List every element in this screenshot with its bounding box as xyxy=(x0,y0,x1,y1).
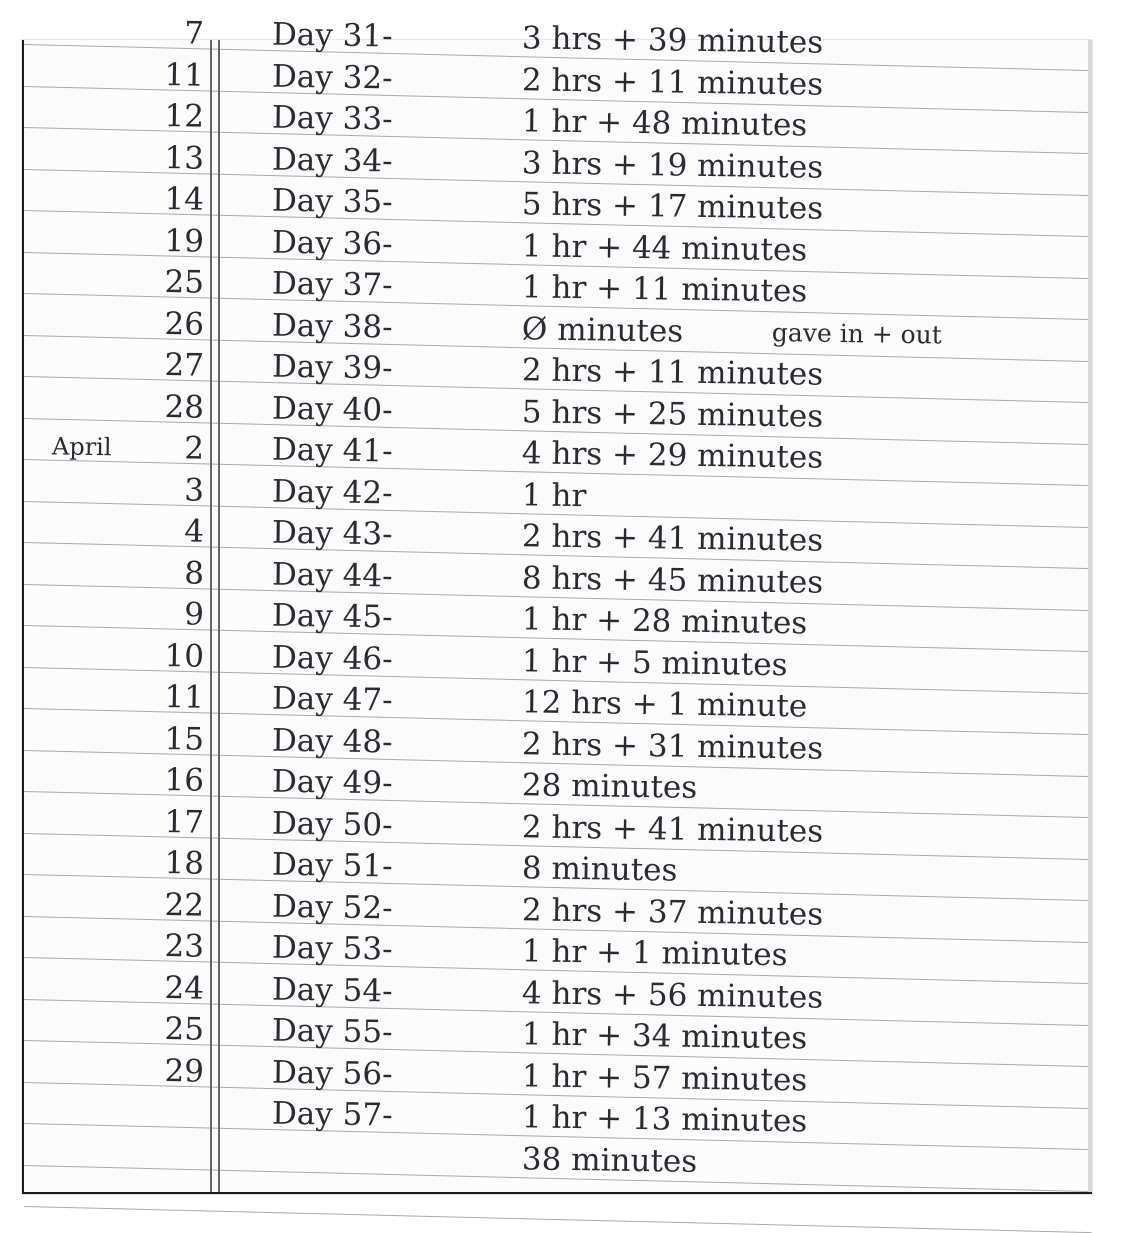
log-entry-row xyxy=(24,512,1092,562)
day-label: Day 32- xyxy=(271,58,393,96)
day-label: Day 48- xyxy=(271,722,393,760)
day-label: Day 38- xyxy=(271,307,393,345)
log-entry-row xyxy=(24,761,1092,811)
log-entry-row xyxy=(24,346,1092,396)
date-label: 11 xyxy=(164,679,205,716)
log-entry-row xyxy=(24,1093,1092,1143)
duration-label: 1 hr + 57 minutes xyxy=(521,1057,808,1098)
notebook-page xyxy=(22,15,1092,1194)
duration-label: 8 minutes xyxy=(521,850,678,889)
log-entry-row xyxy=(24,180,1092,230)
duration-label: 3 hrs + 19 minutes xyxy=(521,144,824,186)
day-label: Day 50- xyxy=(271,805,393,843)
day-label: Day 46- xyxy=(271,639,393,677)
date-label: 25 xyxy=(164,264,205,301)
log-entry-row xyxy=(24,429,1092,479)
month-label: April xyxy=(51,432,112,462)
day-label: Day 49- xyxy=(271,763,393,802)
day-label: Day 53- xyxy=(271,929,393,968)
note-label: gave in + out xyxy=(771,317,943,349)
day-label: Day 47- xyxy=(271,680,393,719)
day-label: Day 41- xyxy=(271,431,393,470)
duration-label: 1 hr + 13 minutes xyxy=(521,1099,808,1140)
date-label: 24 xyxy=(164,969,205,1007)
duration-label: 28 minutes xyxy=(521,767,698,806)
log-entry-row xyxy=(24,927,1092,977)
duration-label: 8 hrs + 45 minutes xyxy=(521,559,824,601)
date-label: 23 xyxy=(164,928,205,965)
log-entry-row xyxy=(24,1052,1092,1102)
duration-label: 12 hrs + 1 minute xyxy=(521,684,808,725)
date-label: 22 xyxy=(164,886,205,924)
day-label: Day 56- xyxy=(271,1054,393,1092)
date-label: 27 xyxy=(164,347,205,384)
duration-label: 38 minutes xyxy=(521,1140,698,1180)
date-label: 25 xyxy=(164,1011,205,1048)
date-label: 8 xyxy=(183,554,205,592)
log-entry-row xyxy=(24,1135,1092,1185)
log-entry-row xyxy=(24,678,1092,728)
day-label: Day 54- xyxy=(271,971,393,1009)
log-entry-row xyxy=(24,263,1092,313)
date-label: 7 xyxy=(183,15,205,52)
day-label: Day 44- xyxy=(271,556,393,594)
duration-label: 2 hrs + 37 minutes xyxy=(521,891,824,933)
date-label xyxy=(54,1093,204,1095)
duration-label: 2 hrs + 41 minutes xyxy=(521,808,824,850)
log-entry-row xyxy=(24,14,1092,64)
day-label: Day 31- xyxy=(271,16,393,55)
duration-label: 2 hrs + 41 minutes xyxy=(521,518,824,559)
date-label: 29 xyxy=(164,1052,205,1090)
date-label: 18 xyxy=(164,845,205,882)
date-label: 15 xyxy=(164,720,205,758)
date-label: 2 xyxy=(183,430,205,467)
date-label: 13 xyxy=(164,139,205,177)
log-entry-row xyxy=(24,1010,1092,1060)
day-label: Day 57- xyxy=(271,1095,393,1134)
duration-label: 1 hr xyxy=(521,476,587,514)
date-label: 9 xyxy=(183,596,205,633)
date-label: 4 xyxy=(183,513,205,550)
duration-label: 1 hr + 34 minutes xyxy=(521,1016,808,1057)
day-label: Day 35- xyxy=(271,182,393,221)
date-label: 16 xyxy=(164,762,205,799)
date-label: 17 xyxy=(164,803,205,841)
day-label: Day 36- xyxy=(271,224,393,262)
duration-label: 2 hrs + 11 minutes xyxy=(521,61,824,103)
day-label: Day 52- xyxy=(271,888,393,926)
log-entry-row xyxy=(24,595,1092,645)
duration-label: Ø minutes xyxy=(521,310,684,350)
day-label: Day 37- xyxy=(271,265,393,304)
duration-label: 5 hrs + 17 minutes xyxy=(521,186,824,227)
day-label: Day 42- xyxy=(271,473,393,511)
day-label: Day 39- xyxy=(271,348,393,387)
duration-label: 1 hr + 11 minutes xyxy=(521,269,808,310)
date-label: 26 xyxy=(164,305,205,343)
date-label: 11 xyxy=(164,56,205,94)
duration-label: 2 hrs + 31 minutes xyxy=(521,725,824,767)
day-label: Day 33- xyxy=(271,99,393,138)
day-label: Day 34- xyxy=(271,141,393,179)
day-label: Day 45- xyxy=(271,597,393,636)
duration-label: 3 hrs + 39 minutes xyxy=(521,20,824,61)
duration-label: 4 hrs + 29 minutes xyxy=(521,435,824,476)
day-label: Day 55- xyxy=(271,1012,393,1051)
day-label: Day 43- xyxy=(271,514,393,553)
day-label: Day 51- xyxy=(271,846,393,885)
duration-label: 1 hr + 5 minutes xyxy=(521,642,788,683)
duration-label: 1 hr + 48 minutes xyxy=(521,103,808,144)
date-label: 14 xyxy=(164,181,205,218)
duration-label: 1 hr + 1 minutes xyxy=(521,933,788,974)
log-entry-row xyxy=(24,97,1092,147)
log-entry-row xyxy=(24,844,1092,894)
date-label: 10 xyxy=(164,637,205,675)
date-label: 19 xyxy=(164,222,205,260)
date-label xyxy=(54,1135,204,1137)
ruled-line xyxy=(24,1206,1092,1233)
duration-label: 4 hrs + 56 minutes xyxy=(521,974,824,1016)
date-label: 12 xyxy=(164,98,205,135)
duration-label: 2 hrs + 11 minutes xyxy=(521,352,824,393)
duration-label: 5 hrs + 25 minutes xyxy=(521,393,824,435)
duration-label: 1 hr + 44 minutes xyxy=(521,227,808,268)
date-label: 3 xyxy=(183,471,205,509)
duration-label: 1 hr + 28 minutes xyxy=(521,601,808,642)
date-label: 28 xyxy=(164,388,205,426)
day-label: Day 40- xyxy=(271,390,393,428)
